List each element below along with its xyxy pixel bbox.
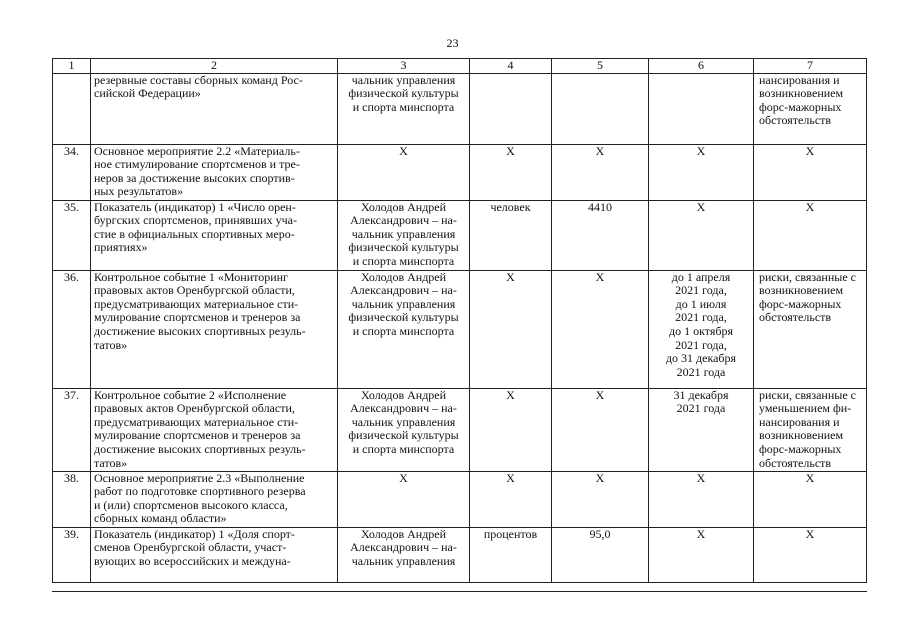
row-value: 4410: [552, 200, 649, 270]
row-value: [552, 73, 649, 144]
table-row: [53, 471, 867, 527]
row-number: 38.: [53, 471, 91, 527]
table-row: [53, 270, 867, 388]
row-unit: процентов: [470, 527, 552, 582]
row-risks: нансирования и возникновением форс-мажорных обстоятельств: [754, 73, 867, 144]
table-row: [53, 527, 867, 582]
row-risks: X: [754, 471, 867, 527]
row-risks: риски, связанные с уменьшением фи- нансирования и возникновением форс-мажорных обстоятельств: [754, 388, 867, 471]
page-bottom-margin: [0, 592, 905, 640]
row-risks: риски, связанные с возникновением форс-мажорных обстоятельств: [754, 270, 867, 388]
row-responsible: чальник управления физической культуры и спорта минспорта: [338, 73, 470, 144]
table-row: [53, 200, 867, 270]
column-header: 1: [53, 59, 91, 74]
row-value: 95,0: [552, 527, 649, 582]
row-responsible: Холодов Андрей Александрович – на- чальник управления физической культуры и спорта минспорта: [338, 388, 470, 471]
row-number: 37.: [53, 388, 91, 471]
row-responsible: X: [338, 471, 470, 527]
row-unit: [470, 73, 552, 144]
row-unit: X: [470, 144, 552, 200]
row-name: Контрольное событие 2 «Исполнение правовых актов Оренбургской области, предусматривающих материальное сти- мулирование спортсменов и тренеров за достижение высоких спортивных резуль- татов»: [91, 388, 338, 471]
row-number: [53, 73, 91, 144]
column-header: 4: [470, 59, 552, 74]
row-value: X: [552, 270, 649, 388]
row-number: 35.: [53, 200, 91, 270]
row-value: X: [552, 471, 649, 527]
row-deadline: 31 декабря 2021 года: [649, 388, 754, 471]
row-number: 34.: [53, 144, 91, 200]
row-value: X: [552, 388, 649, 471]
row-name: Основное мероприятие 2.3 «Выполнение работ по подготовке спортивного резерва и (или) спортсменов высокого класса, сборных команд области»: [91, 471, 338, 527]
row-unit: человек: [470, 200, 552, 270]
table-header-row: [53, 59, 867, 74]
table-row: [53, 144, 867, 200]
column-header: 2: [91, 59, 338, 74]
row-number: 36.: [53, 270, 91, 388]
row-name: Контрольное событие 1 «Мониторинг правовых актов Оренбургской области, предусматривающих материальное сти- мулирование спортсменов и тренеров за достижение высоких спортивных резуль- татов»: [91, 270, 338, 388]
row-responsible: X: [338, 144, 470, 200]
row-unit: X: [470, 270, 552, 388]
column-header: 3: [338, 59, 470, 74]
row-responsible: Холодов Андрей Александрович – на- чальник управления: [338, 527, 470, 582]
row-risks: X: [754, 144, 867, 200]
row-deadline: X: [649, 471, 754, 527]
row-risks: X: [754, 200, 867, 270]
row-deadline: X: [649, 527, 754, 582]
row-unit: X: [470, 471, 552, 527]
row-risks: X: [754, 527, 867, 582]
row-deadline: [649, 73, 754, 144]
row-number: 39.: [53, 527, 91, 582]
table-bottom-border: [52, 591, 867, 592]
row-name: Показатель (индикатор) 1 «Число орен- бургских спортсменов, принявших уча- стие в официальных спортивных меро- приятиях»: [91, 200, 338, 270]
row-name: Показатель (индикатор) 1 «Доля спорт- сменов Оренбургской области, участ- вующих во всероссийских и междуна-: [91, 527, 338, 582]
table-row: [53, 388, 867, 471]
column-header: 7: [754, 59, 867, 74]
row-name: Основное мероприятие 2.2 «Материаль- ное стимулирование спортсменов и тре- неров за достижение высоких спортив- ных результатов»: [91, 144, 338, 200]
column-header: 5: [552, 59, 649, 74]
row-responsible: Холодов Андрей Александрович – на- чальник управления физической культуры и спорта минспорта: [338, 200, 470, 270]
plan-table: [52, 58, 867, 583]
row-value: X: [552, 144, 649, 200]
row-name: резервные составы сборных команд Рос- сийской Федерации»: [91, 73, 338, 144]
row-deadline: до 1 апреля 2021 года, до 1 июля 2021 года, до 1 октября 2021 года, до 31 декабря 2021 года: [649, 270, 754, 388]
row-unit: X: [470, 388, 552, 471]
row-responsible: Холодов Андрей Александрович – на- чальник управления физической культуры и спорта минспорта: [338, 270, 470, 388]
table-row: [53, 73, 867, 144]
page-number: 23: [446, 36, 459, 50]
row-deadline: X: [649, 200, 754, 270]
row-deadline: X: [649, 144, 754, 200]
column-header: 6: [649, 59, 754, 74]
